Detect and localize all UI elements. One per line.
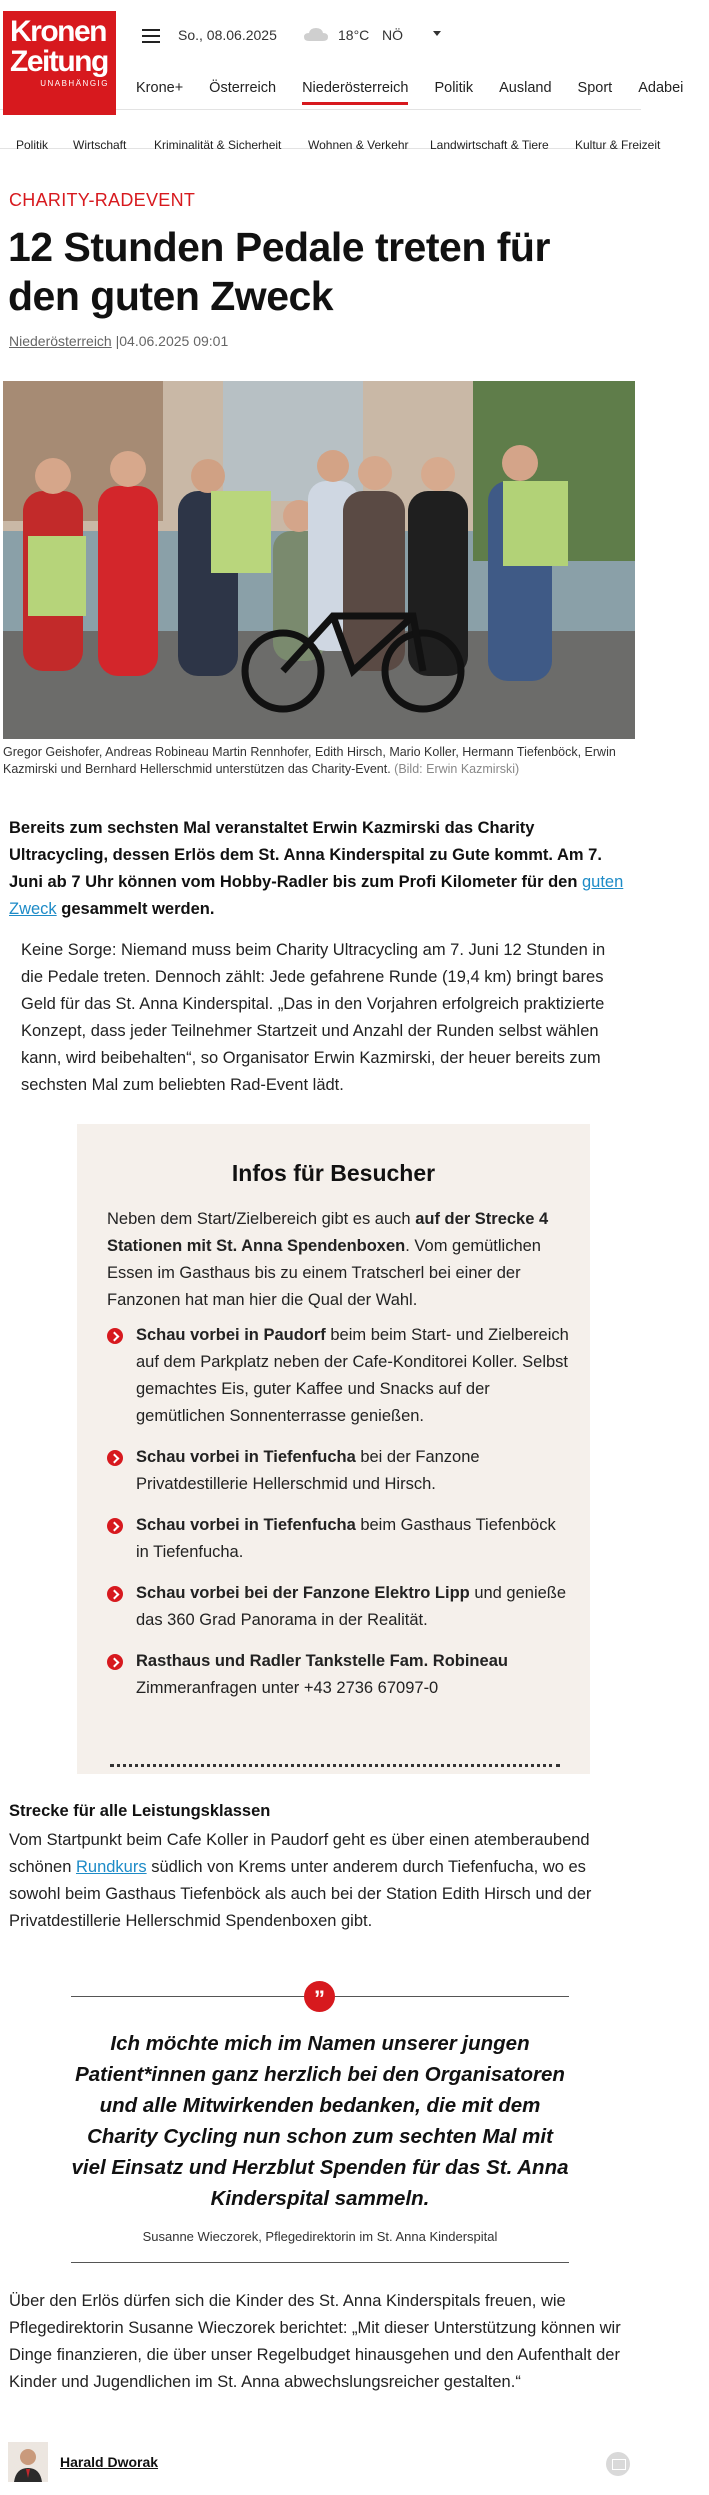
list-item-bold: Rasthaus und Radler Tankstelle Fam. Robineau <box>136 1652 508 1670</box>
caret-down-icon[interactable] <box>433 31 441 36</box>
meta-region-link[interactable]: Niederösterreich <box>9 333 112 349</box>
chevron-right-icon <box>107 1654 123 1670</box>
sub-nav-kriminalitaet[interactable]: Kriminalität & Sicherheit <box>154 138 282 152</box>
list-item-text: beim beim Start- und Zielbereich auf dem Parkplatz neben der Cafe-Konditorei Koller. Selbst gemachtes Eis, guter Kaffee und Snacks auf der gemütlichen Sonnenterrasse genießen. <box>136 1326 569 1425</box>
list-item-text: Zimmeranfragen unter +43 2736 67097-0 <box>136 1679 439 1697</box>
main-nav <box>136 80 709 96</box>
sub-nav-wohnen[interactable]: Wohnen & Verkehr <box>308 138 409 152</box>
infobox-intro-after: . Vom gemütlichen Essen im Gasthaus bis zu einem Tratscherl bei einer der Fanzonen hat man hier die Qual der Wahl. <box>107 1237 541 1309</box>
nav-item-niederoesterreich[interactable]: Niederösterreich <box>302 80 409 96</box>
hamburger-icon[interactable] <box>142 29 160 43</box>
list-item-text: bei der Fanzone Privatdestillerie Hellerschmid und Hirsch. <box>136 1448 480 1493</box>
image-caption <box>3 744 623 778</box>
mail-icon[interactable] <box>606 2452 630 2476</box>
quote-divider-bottom <box>71 2262 569 2263</box>
logo-line-2: Zeitung <box>10 45 108 78</box>
section-title: Strecke für alle Leistungsklassen <box>9 1802 271 1820</box>
nav-item-oesterreich[interactable]: Österreich <box>209 80 277 96</box>
infobox-intro-before: Neben dem Start/Zielbereich gibt es auch <box>107 1210 411 1228</box>
infobox-list <box>107 1322 569 1716</box>
nav-item-ausland[interactable]: Ausland <box>499 80 552 96</box>
avatar[interactable] <box>8 2442 48 2482</box>
sub-nav-landwirtschaft[interactable]: Landwirtschaft & Tiere <box>430 138 549 152</box>
meta-separator: | <box>115 333 120 349</box>
infobox-title: Infos für Besucher <box>231 1160 436 1186</box>
caption-text: Gregor Geishofer, Andreas Robineau Martin Rennhofer, Edith Hirsch, Mario Koller, Hermann Tiefenböck, Erwin Kazmirski und Bernhard Hellerschmid unterstützen das Charity-Event. <box>3 745 616 776</box>
list-item-bold: Schau vorbei bei der Fanzone Elektro Lipp <box>136 1584 470 1602</box>
chevron-right-icon <box>107 1518 123 1534</box>
lead-after: gesammelt werden. <box>61 900 215 918</box>
header-temperature: 18°C <box>338 27 370 43</box>
infobox <box>77 1124 590 1774</box>
quote-text: Ich möchte mich im Namen unserer jungen Patient*innen ganz herzlich bei den Organisatoren und alle Mitwirkenden bedanken, die mit dem Charity Cycling nun schon zum sechten Mal mit viel Einsatz und Herzblut Spenden für das St. Anna Kinderspital sammeln. <box>71 2032 569 2210</box>
paragraph-3: Über den Erlös dürfen sich die Kinder des St. Anna Kinderspitals freuen, wie Pflegedirektorin Susanne Wieczorek berichtet: „Mit dieser Unterstützung können wir Dinge finanzieren, die über unser Regelbudget hinausgehen und den Aufenthalt der Kinder und Jugendlichen im St. Anna abwechslungsreicher gestalten.“ <box>9 2292 621 2391</box>
author-byline <box>8 2442 158 2482</box>
cloud-icon <box>303 25 329 43</box>
region-select[interactable]: NÖ <box>382 27 403 43</box>
list-item <box>107 1444 569 1498</box>
author-name[interactable]: Harald Dworak <box>60 2454 159 2470</box>
lead-text: Bereits zum sechsten Mal veranstaltet Erwin Kazmirski das Charity Ultracycling, dessen Erlös dem St. Anna Kinderspital zu Gute kommt. Am 7. Juni ab 7 Uhr können vom Hobby-Radler bis zum Profi Kilometer für den <box>9 819 602 891</box>
kronen-zeitung-logo[interactable] <box>3 11 116 115</box>
sub-nav <box>0 111 661 152</box>
paragraph-2 <box>9 1827 625 1935</box>
quote-author: Susanne Wieczorek, Pflegedirektorin im St. Anna Kinderspital <box>142 2229 498 2244</box>
site-header <box>0 0 684 110</box>
article-kicker: CHARITY-RADEVENT <box>9 190 196 210</box>
paragraph-2-before: Vom Startpunkt beim Cafe Koller in Paudorf geht es über einen atemberaubend schönen <box>9 1831 590 1876</box>
infobox-intro <box>107 1206 569 1314</box>
logo-line-1: Kronen <box>10 15 106 48</box>
list-item-bold: Schau vorbei in Tiefenfucha <box>136 1516 356 1534</box>
infobox-divider <box>110 1764 560 1767</box>
lead-link-guten-zweck[interactable]: guten Zweck <box>9 873 624 918</box>
hero-photo[interactable] <box>3 381 635 739</box>
nav-item-krone-plus[interactable]: Krone+ <box>136 80 184 96</box>
caption-credit: (Bild: Erwin Kazmirski) <box>394 762 520 776</box>
list-item <box>107 1580 569 1634</box>
list-item-text: beim Gasthaus Tiefenböck in Tiefenfucha. <box>136 1516 556 1561</box>
article-lead <box>9 815 629 923</box>
logo-tagline: UNABHÄNGIG <box>40 79 109 88</box>
sub-nav-wirtschaft[interactable]: Wirtschaft <box>73 138 127 152</box>
paragraph-1: Keine Sorge: Niemand muss beim Charity Ultracycling am 7. Juni 12 Stunden in die Pedale treten. Dennoch zählt: Jede gefahrene Runde (19,4 km) bringt bares Geld für das St. Anna Kinderspital. „Das in den Vorjahren erfolgreich praktizierte Konzept, dass jeder Teilnehmer Startzeit und Anzahl der Runden selbst wählen kann, wird beibehalten“, so Organisator Erwin Kazmirski, der heuer bereits zum sechsten Mal zum beliebten Rad-Event lädt. <box>21 941 606 1094</box>
nav-item-politik[interactable]: Politik <box>434 80 474 96</box>
header-date: So., 08.06.2025 <box>178 27 277 43</box>
sub-nav-kultur[interactable]: Kultur & Freizeit <box>575 138 661 152</box>
list-item-bold: Schau vorbei in Tiefenfucha <box>136 1448 356 1466</box>
meta-datetime: 04.06.2025 09:01 <box>119 333 229 349</box>
list-item <box>107 1648 569 1702</box>
article-meta <box>9 333 228 349</box>
list-item <box>107 1322 569 1430</box>
list-item-bold: Schau vorbei in Paudorf <box>136 1326 326 1344</box>
nav-item-sport[interactable]: Sport <box>577 80 613 96</box>
nav-item-adabei[interactable]: Adabei <box>638 80 684 96</box>
chevron-right-icon <box>107 1586 123 1602</box>
list-item-text: und genieße das 360 Grad Panorama in der Realität. <box>136 1584 567 1629</box>
paragraph-2-after: südlich von Krems unter anderem durch Tiefenfucha, wo es sowohl beim Gasthaus Tiefenböck als auch bei der Station Edith Hirsch und der Privatdestillerie Hellerschmid Spendenboxen gibt. <box>9 1858 592 1930</box>
infobox-intro-bold: auf der Strecke 4 Stationen mit St. Anna Spendenboxen <box>107 1210 549 1255</box>
sub-nav-politik[interactable]: Politik <box>16 138 49 152</box>
list-item <box>107 1512 569 1566</box>
rundkurs-link[interactable]: Rundkurs <box>75 1858 147 1876</box>
chevron-right-icon <box>107 1450 123 1466</box>
chevron-right-icon <box>107 1328 123 1344</box>
quote-icon: ” <box>304 1981 335 2012</box>
article-headline: 12 Stunden Pedale treten für den guten Zweck <box>8 224 550 319</box>
